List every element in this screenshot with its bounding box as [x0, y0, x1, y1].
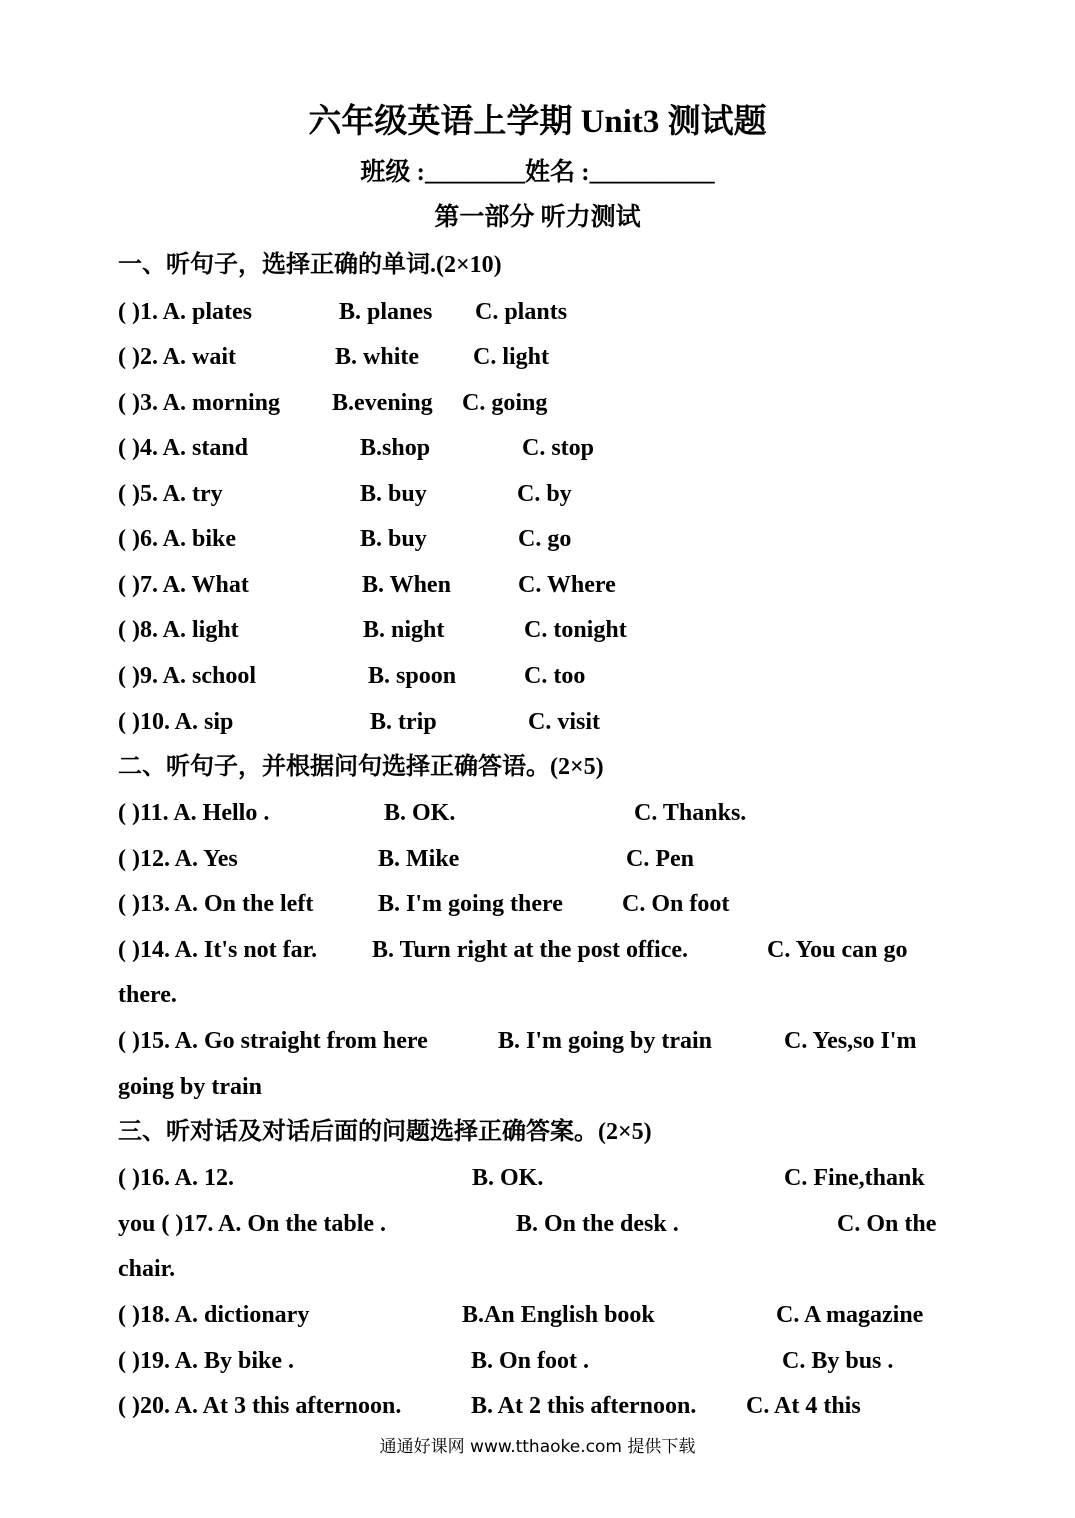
option-c: C. On foot — [622, 891, 730, 917]
option-c: C. plants — [475, 299, 568, 325]
option-a: ( )20. A. At 3 this afternoon. — [118, 1393, 402, 1419]
option-b: B. night — [363, 617, 445, 643]
option-a: ( )7. A. What — [118, 572, 249, 598]
page-footer: 通通好课网 www.tthaoke.com 提供下载 — [379, 1437, 696, 1457]
option-a: ( )3. A. morning — [118, 390, 280, 416]
option-c: C. go — [518, 526, 572, 552]
option-c: C. Where — [518, 572, 616, 598]
option-c: C. Thanks. — [634, 800, 747, 826]
option-a: ( )13. A. On the left — [118, 891, 314, 917]
option-c: C. Yes,so I'm — [784, 1028, 917, 1054]
option-a: ( )11. A. Hello . — [118, 800, 270, 826]
option-c: C. going — [462, 390, 548, 416]
option-a: ( )2. A. wait — [118, 344, 236, 370]
option-c: C. By bus . — [782, 1348, 894, 1374]
option-c: C. Pen — [626, 846, 694, 872]
option-b: B. OK. — [472, 1165, 544, 1191]
option-a: ( )18. A. dictionary — [118, 1302, 310, 1328]
option-c: C. visit — [528, 709, 600, 735]
option-a: ( )10. A. sip — [118, 709, 234, 735]
option-a: ( )1. A. plates — [118, 299, 252, 325]
option-b: B. buy — [360, 481, 427, 507]
option-b: B. OK. — [384, 800, 456, 826]
option-b: B. Turn right at the post office. — [372, 937, 689, 963]
option-c: C. tonight — [524, 617, 627, 643]
option-a: ( )8. A. light — [118, 617, 239, 643]
option-b: B. buy — [360, 526, 427, 552]
option-a: ( )12. A. Yes — [118, 846, 238, 872]
option-a: ( )19. A. By bike . — [118, 1348, 295, 1374]
option-b: B. On the desk . — [516, 1211, 679, 1237]
option-c: C. light — [473, 344, 550, 370]
option-b: B. I'm going by train — [498, 1028, 713, 1054]
option-a: ( )9. A. school — [118, 663, 256, 689]
option-b: B.An English book — [462, 1302, 655, 1328]
option-c: C. Fine,thank — [784, 1165, 925, 1191]
part-title: 第一部分 听力测试 — [434, 204, 641, 231]
section-2-heading: 二、听句子，并根据问句选择正确答语。(2×5) — [118, 754, 604, 780]
option-c-continued: going by train — [118, 1074, 263, 1100]
option-c: C. At 4 this — [746, 1393, 861, 1419]
option-b: B. When — [362, 572, 451, 598]
option-c: C. by — [517, 481, 572, 507]
option-b: B. On foot . — [471, 1348, 590, 1374]
option-c: C. A magazine — [776, 1302, 924, 1328]
option-a: ( )15. A. Go straight from here — [118, 1028, 428, 1054]
option-a: ( )14. A. It's not far. — [118, 937, 318, 963]
option-c-continued: chair. — [118, 1256, 176, 1282]
option-a: ( )4. A. stand — [118, 435, 249, 461]
option-b: B.shop — [360, 435, 431, 461]
option-a: ( )6. A. bike — [118, 526, 237, 552]
option-c: C. On the — [837, 1211, 937, 1237]
option-b: B. spoon — [368, 663, 457, 689]
option-a: ( )16. A. 12. — [118, 1165, 234, 1191]
option-c: C. too — [524, 663, 586, 689]
option-a: ( )5. A. try — [118, 481, 223, 507]
option-b: B. trip — [370, 709, 437, 735]
option-c: C. You can go — [767, 937, 908, 963]
option-a: you ( )17. A. On the table . — [118, 1211, 387, 1237]
section-1-heading: 一、听句子，选择正确的单词.(2×10) — [118, 252, 502, 278]
option-b: B.evening — [332, 390, 433, 416]
option-c-continued: there. — [118, 982, 177, 1008]
option-b: B. white — [335, 344, 419, 370]
option-b: B. Mike — [378, 846, 460, 872]
option-c: C. stop — [522, 435, 595, 461]
page-title: 六年级英语上学期 Unit3 测试题 — [308, 104, 767, 140]
class-name-fields: 班级 :________姓名 :__________ — [360, 159, 715, 186]
section-3-heading: 三、听对话及对话后面的问题选择正确答案。(2×5) — [118, 1119, 652, 1145]
option-b: B. At 2 this afternoon. — [471, 1393, 697, 1419]
option-b: B. I'm going there — [378, 891, 563, 917]
option-b: B. planes — [339, 299, 433, 325]
